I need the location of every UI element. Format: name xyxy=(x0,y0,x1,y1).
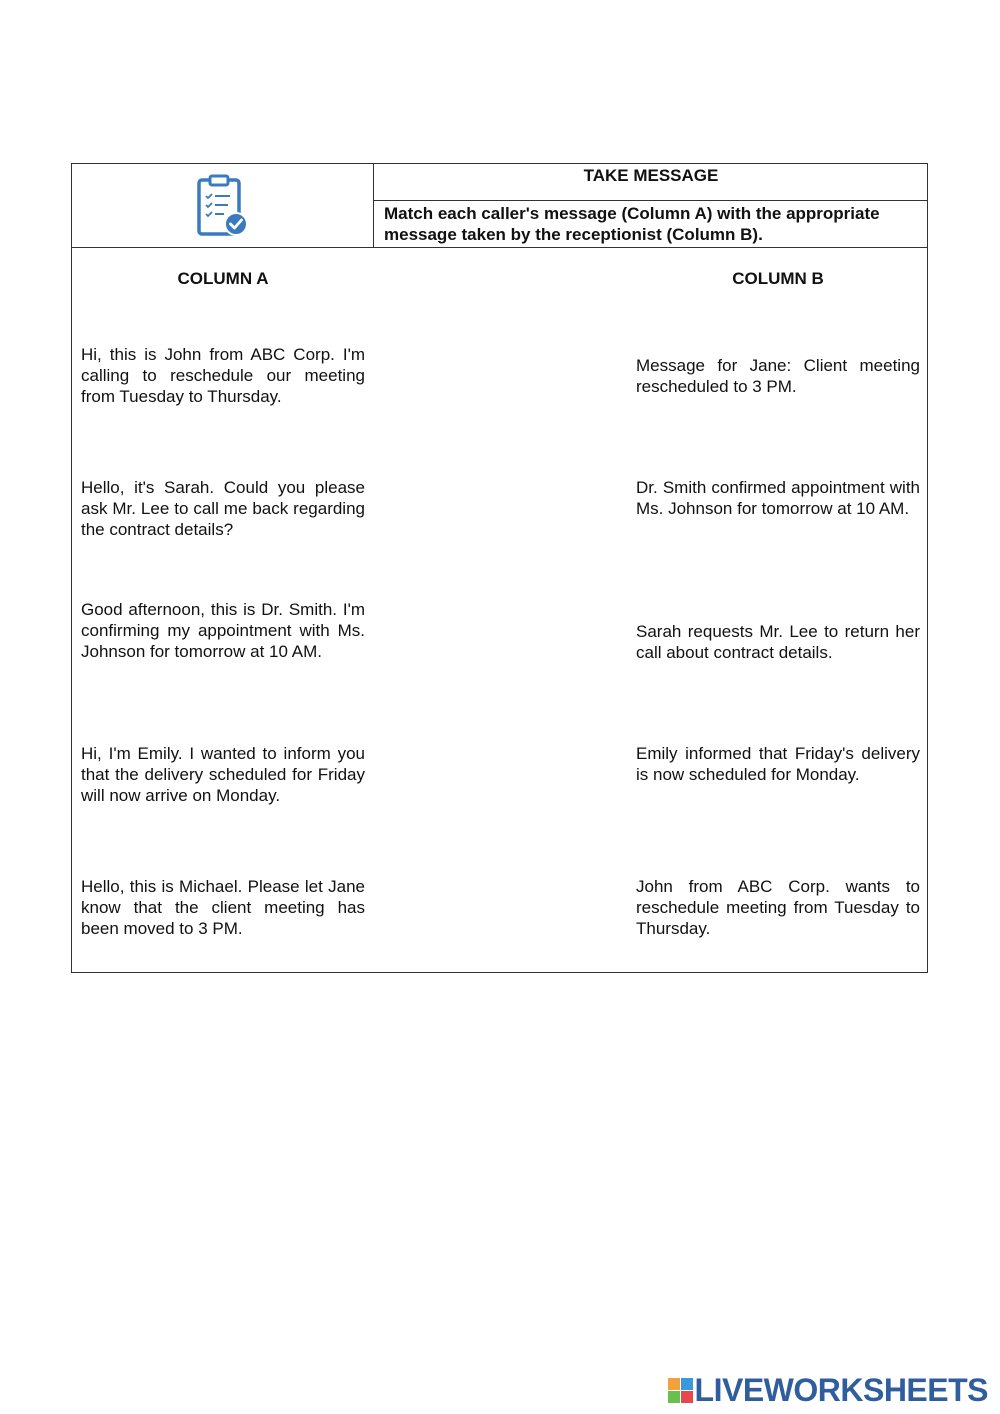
column-a-item-2: Hello, it's Sarah. Could you please ask Mr. Lee to call me back regarding the contract details? xyxy=(81,478,365,539)
clipboard-checklist-icon xyxy=(196,174,250,238)
header-icon-cell xyxy=(72,164,374,248)
column-b-item-3: Sarah requests Mr. Lee to return her call about contract details. xyxy=(636,622,920,662)
column-b-item-1: Message for Jane: Client meeting rescheduled to 3 PM. xyxy=(636,356,920,396)
page-title: TAKE MESSAGE xyxy=(374,164,928,201)
column-b-item-2: Dr. Smith confirmed appointment with Ms. Johnson for tomorrow at 10 AM. xyxy=(636,478,920,518)
worksheet-table xyxy=(71,163,928,973)
brand-blocks-icon xyxy=(668,1378,693,1403)
instructions: Match each caller's message (Column A) with the appropriate message taken by the receptionist (Column B). xyxy=(374,201,928,248)
column-b-item-5: John from ABC Corp. wants to reschedule meeting from Tuesday to Thursday. xyxy=(636,877,920,938)
column-b-item-4: Emily informed that Friday's delivery is now scheduled for Monday. xyxy=(636,744,920,784)
liveworksheets-logo xyxy=(668,1372,988,1408)
column-a-item-1: Hi, this is John from ABC Corp. I'm calling to reschedule our meeting from Tuesday to Thursday. xyxy=(81,345,365,406)
column-a-heading: COLUMN A xyxy=(177,269,269,288)
column-a-item-5: Hello, this is Michael. Please let Jane know that the client meeting has been moved to 3 PM. xyxy=(81,877,365,938)
column-a-item-3: Good afternoon, this is Dr. Smith. I'm confirming my appointment with Ms. Johnson for tomorrow at 10 AM. xyxy=(81,600,365,661)
brand-text: LIVEWORKSHEETS xyxy=(694,1372,988,1408)
column-a-item-4: Hi, I'm Emily. I wanted to inform you that the delivery scheduled for Friday will now arrive on Monday. xyxy=(81,744,365,805)
column-b-heading: COLUMN B xyxy=(732,269,824,288)
